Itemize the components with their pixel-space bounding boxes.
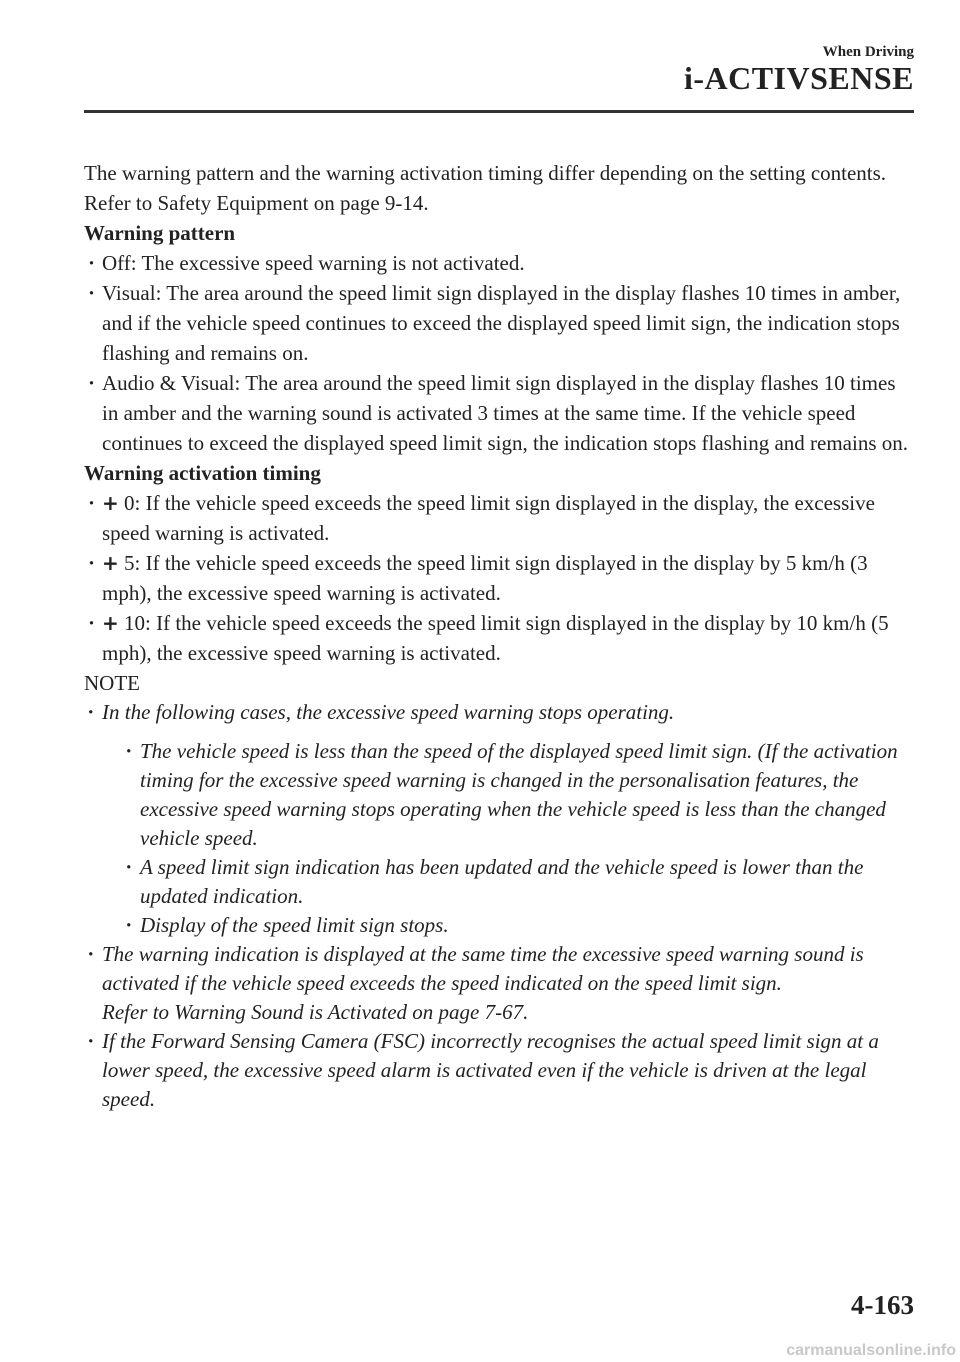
page-title: i-ACTIVSENSE xyxy=(683,60,914,96)
warning-pattern-heading: Warning pattern xyxy=(84,221,236,245)
list-item xyxy=(84,608,916,668)
warning-pattern-list xyxy=(84,248,916,458)
note-sub-item: · A speed limit sign indication has been updated and the vehicle speed is lower than the updated indication. xyxy=(122,853,916,911)
activation-timing-heading: Warning activation timing xyxy=(84,461,321,485)
note-sub-item: · Display of the speed limit sign stops. xyxy=(122,911,916,940)
note-sub-item: · The vehicle speed is less than the speed of the displayed speed limit sign. (If the activation timing for the excessive speed warning is changed in the personalisation features, the excessive speed warning stops operating when the vehicle speed is less than the changed vehicle speed. xyxy=(122,737,916,853)
plus-icon: + xyxy=(102,491,119,515)
plus-icon: + xyxy=(102,611,119,635)
note-item-text: The warning indication is displayed at the same time the excessive speed warning sound is activated if the vehicle speed exceeds the speed indicated on the speed limit sign. xyxy=(102,942,864,995)
note-sub-list xyxy=(102,737,916,940)
list-item xyxy=(84,548,916,608)
note-item-text: In the following cases, the excessive speed warning stops operating. xyxy=(102,700,675,724)
list-item: · Audio & Visual: The area around the speed limit sign displayed in the display flashes 10 times in amber and the warning sound is activated 3 times at the same time. If the vehicle speed continues to exceed the displayed speed limit sign, the indication stops flashing and remains on. xyxy=(84,368,916,458)
note-reference: Refer to Warning Sound is Activated on page 7-67. xyxy=(102,1000,529,1024)
activation-timing-list xyxy=(84,488,916,668)
note-list xyxy=(84,698,916,1114)
plus-icon: + xyxy=(102,551,119,575)
note-label: NOTE xyxy=(84,671,140,695)
list-item xyxy=(84,488,916,548)
watermark: carmanualsonline.info xyxy=(786,1342,956,1359)
list-item: · Visual: The area around the speed limit sign displayed in the display flashes 10 times in amber, and if the vehicle speed continues to exceed the displayed speed limit sign, the indication stops flashing and remains on. xyxy=(84,278,916,368)
intro-reference: Refer to Safety Equipment on page 9-14. xyxy=(84,191,429,215)
header-divider xyxy=(84,110,914,113)
note-item: · If the Forward Sensing Camera (FSC) incorrectly recognises the actual speed limit sign at a lower speed, the excessive speed alarm is activated even if the vehicle is driven at the legal speed. xyxy=(84,1027,916,1114)
page-number: 4-163 xyxy=(851,1290,914,1320)
intro-text: The warning pattern and the warning activation timing differ depending on the setting contents. xyxy=(84,161,887,185)
list-item: · Off: The excessive speed warning is not activated. xyxy=(84,248,916,278)
page-content xyxy=(84,158,916,1114)
note-item xyxy=(84,698,916,940)
note-item xyxy=(84,940,916,1027)
list-item-text: 5: If the vehicle speed exceeds the speed limit sign displayed in the display by 5 km/h (3 mph), the excessive speed warning is activated. xyxy=(102,551,868,605)
list-item-text: 0: If the vehicle speed exceeds the speed limit sign displayed in the display, the excessive speed warning is activated. xyxy=(102,491,875,545)
list-item-text: 10: If the vehicle speed exceeds the speed limit sign displayed in the display by 10 km/h (5 mph), the excessive speed warning is activated. xyxy=(102,611,889,665)
section-label: When Driving xyxy=(822,44,914,60)
